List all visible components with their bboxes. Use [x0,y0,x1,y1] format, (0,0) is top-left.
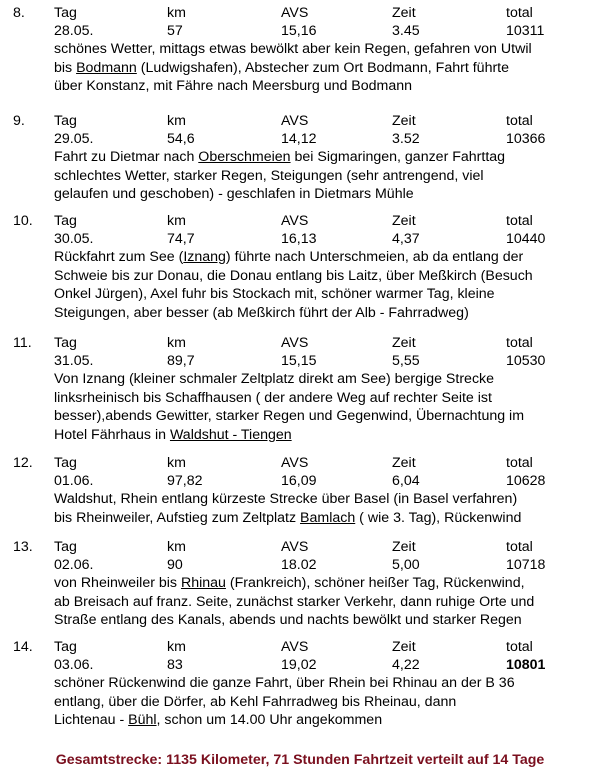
day-description [54,490,594,527]
column-header-total: total [506,455,533,471]
value-row [54,130,594,148]
value-km: 83 [167,657,183,673]
description-line [54,509,594,528]
column-header-tag: Tag [54,5,77,21]
column-header-zeit: Zeit [392,213,416,229]
day-number: 10. [13,213,33,229]
value-total: 10801 [506,657,546,673]
column-header-avs: AVS [281,213,309,229]
description-line [54,40,594,59]
description-line [54,77,594,96]
value-km: 54,6 [167,131,195,147]
column-header-avs: AVS [281,113,309,129]
header-row [54,334,594,352]
value-row [54,230,594,248]
text-segment: Steigungen, aber besser (ab Meßkirch führt der Alb - Fahrradweg) [54,304,469,321]
day-number: 12. [13,455,33,471]
description-line [54,304,594,323]
column-header-total: total [506,213,533,229]
value-km: 97,82 [167,473,203,489]
value-total: 10718 [506,557,546,573]
header-row [54,112,594,130]
description-line [54,285,594,304]
value-avs: 16,13 [281,231,317,247]
description-line [54,593,594,612]
column-header-zeit: Zeit [392,113,416,129]
column-header-km: km [167,213,186,229]
column-header-km: km [167,5,186,21]
day-description [54,248,594,322]
text-segment: besser),abends Gewitter, starker Regen und Gegenwind, Übernachtung im [54,408,525,424]
column-header-avs: AVS [281,539,309,555]
value-avs: 16,09 [281,473,317,489]
text-segment: Lichtenau - [54,712,129,728]
value-date: 03.06. [54,657,94,673]
value-date: 29.05. [54,131,94,147]
value-km: 57 [167,23,183,39]
text-segment: entlang, über die Dörfer, ab Kehl Fahrradweg bis Rheinau, dann [54,693,457,710]
place-name: Iznang [183,249,226,265]
text-segment: Onkel Jürgen), Axel fuhr bis Stockach mit, schöner warmer Tag, kleine [54,286,495,302]
column-header-tag: Tag [54,539,77,555]
description-line [54,267,594,286]
place-name: Bodmann [76,59,137,76]
text-segment: Fahrt zu Dietmar nach [54,149,199,165]
value-row [54,22,594,40]
value-avs: 19,02 [281,657,317,673]
value-date: 01.06. [54,473,94,489]
column-header-total: total [506,539,533,555]
value-km: 74,7 [167,231,195,247]
column-header-zeit: Zeit [392,639,416,655]
value-zeit: 4,37 [392,231,420,247]
day-description [54,574,594,630]
column-header-avs: AVS [281,335,309,351]
description-line [54,426,594,445]
description-line [54,711,594,730]
value-date: 31.05. [54,353,94,369]
day-description [54,370,594,444]
text-segment: schöner Rückenwind die ganze Fahrt, über Rhein bei Rhinau an der B 36 [54,675,515,691]
description-line [54,59,594,78]
value-date: 02.06. [54,557,94,573]
text-segment: , schon um 14.00 Uhr angekommen [156,712,383,728]
header-row [54,4,594,22]
description-line [54,248,594,267]
place-name: Bamlach [300,509,356,526]
text-segment: ) führte nach Unterschmeien, ab da entlang der [225,249,524,265]
column-header-zeit: Zeit [392,539,416,555]
value-km: 90 [167,557,183,573]
value-zeit: 5,55 [392,353,420,369]
column-header-zeit: Zeit [392,335,416,351]
text-segment: ab Breisach auf franz. Seite, zunächst starker Verkehr, dann ruhige Orte und [54,593,535,610]
value-zeit: 5,00 [392,557,420,573]
place-name: Bühl [128,712,157,728]
column-header-zeit: Zeit [392,5,416,21]
text-segment: bei Sigmaringen, ganzer Fahrttag [290,149,506,165]
value-row [54,656,594,674]
text-segment: (Ludwigshafen), Abstecher zum Ort Bodmann, Fahrt führte [136,59,510,76]
text-segment: schönes Wetter, mittags etwas bewölkt aber kein Regen, gefahren von Utwil [54,41,532,57]
text-segment: von Rheinweiler bis [54,575,181,591]
description-line [54,674,594,693]
description-line [54,611,594,630]
column-header-tag: Tag [54,639,77,655]
header-row [54,212,594,230]
text-segment: über Konstanz, mit Fähre nach Meersburg und Bodmann [54,78,413,94]
value-zeit: 6,04 [392,473,420,489]
text-segment: Schweie bis zur Donau, die Donau entlang bis Laitz, über Meßkirch (Besuch [54,267,533,284]
value-total: 10530 [506,353,546,369]
header-row [54,538,594,556]
value-date: 30.05. [54,231,94,247]
place-name: Rhinau [180,575,226,591]
description-line [54,148,594,167]
text-segment: Waldshut, Rhein entlang kürzeste Strecke über Basel (in Basel verfahren) [54,491,518,507]
value-row [54,472,594,490]
value-km: 89,7 [167,353,195,369]
column-header-km: km [167,455,186,471]
day-description [54,674,594,730]
text-segment: (Frankreich), schöner heißer Tag, Rückenwind, [225,575,525,591]
day-number: 9. [13,113,25,129]
day-description [54,148,594,204]
text-segment: ( wie 3. Tag), Rückenwind [355,509,522,526]
value-row [54,556,594,574]
value-total: 10628 [506,473,546,489]
text-segment: gelaufen und geschoben) - geschlafen in Dietmars Mühle [54,186,414,202]
value-total: 10311 [506,23,545,39]
text-segment: bis [54,59,77,76]
value-avs: 14,12 [281,131,317,147]
value-total: 10440 [506,231,546,247]
text-segment: linksrheinisch bis Schaffhausen ( der andere Weg auf rechter Seite ist [54,389,492,406]
value-avs: 15,15 [281,353,317,369]
day-number: 11. [13,335,32,351]
day-number: 14. [13,639,33,655]
day-number: 13. [13,539,33,555]
value-row [54,352,594,370]
text-segment: Hotel Fährhaus in [54,426,170,443]
column-header-km: km [167,539,186,555]
description-line [54,167,594,186]
text-segment: bis Rheinweiler, Aufstieg zum Zeltplatz [54,509,301,526]
column-header-zeit: Zeit [392,455,416,471]
description-line [54,693,594,712]
header-row [54,638,594,656]
column-header-tag: Tag [54,113,77,129]
column-header-total: total [506,113,533,129]
value-zeit: 4,22 [392,657,420,673]
place-name: Oberschmeien [198,149,291,165]
column-header-avs: AVS [281,455,309,471]
column-header-total: total [506,5,533,21]
value-zeit: 3.52 [392,131,420,147]
column-header-avs: AVS [281,639,309,655]
description-line [54,574,594,593]
column-header-avs: AVS [281,5,309,21]
column-header-km: km [167,113,186,129]
value-zeit: 3.45 [392,23,420,39]
text-segment: Rückfahrt zum See ( [54,249,184,265]
value-date: 28.05. [54,23,94,39]
column-header-tag: Tag [54,455,77,471]
description-line [54,407,594,426]
day-description [54,40,594,96]
day-number: 8. [13,5,25,21]
value-avs: 15,16 [281,23,317,39]
value-avs: 18.02 [281,557,317,573]
place-name: Waldshut - Tiengen [169,426,292,443]
text-segment: Von Iznang (kleiner schmaler Zeltplatz direkt am See) bergige Strecke [54,371,495,387]
column-header-km: km [167,335,186,351]
column-header-km: km [167,639,186,655]
description-line [54,389,594,408]
value-total: 10366 [506,131,546,147]
trip-summary: Gesamtstrecke: 1135 Kilometer, 71 Stunden Fahrtzeit verteilt auf 14 Tage [55,752,545,768]
header-row [54,454,594,472]
column-header-tag: Tag [54,335,77,351]
description-line [54,370,594,389]
description-line [54,185,594,204]
column-header-total: total [506,639,533,655]
text-segment: schlechtes Wetter, starker Regen, Steigungen (sehr antrengend, viel [54,167,484,184]
column-header-total: total [506,335,533,351]
column-header-tag: Tag [54,213,77,229]
description-line [54,490,594,509]
text-segment: Straße entlang des Kanals, abends und nachts bewölkt und starker Regen [54,612,522,628]
